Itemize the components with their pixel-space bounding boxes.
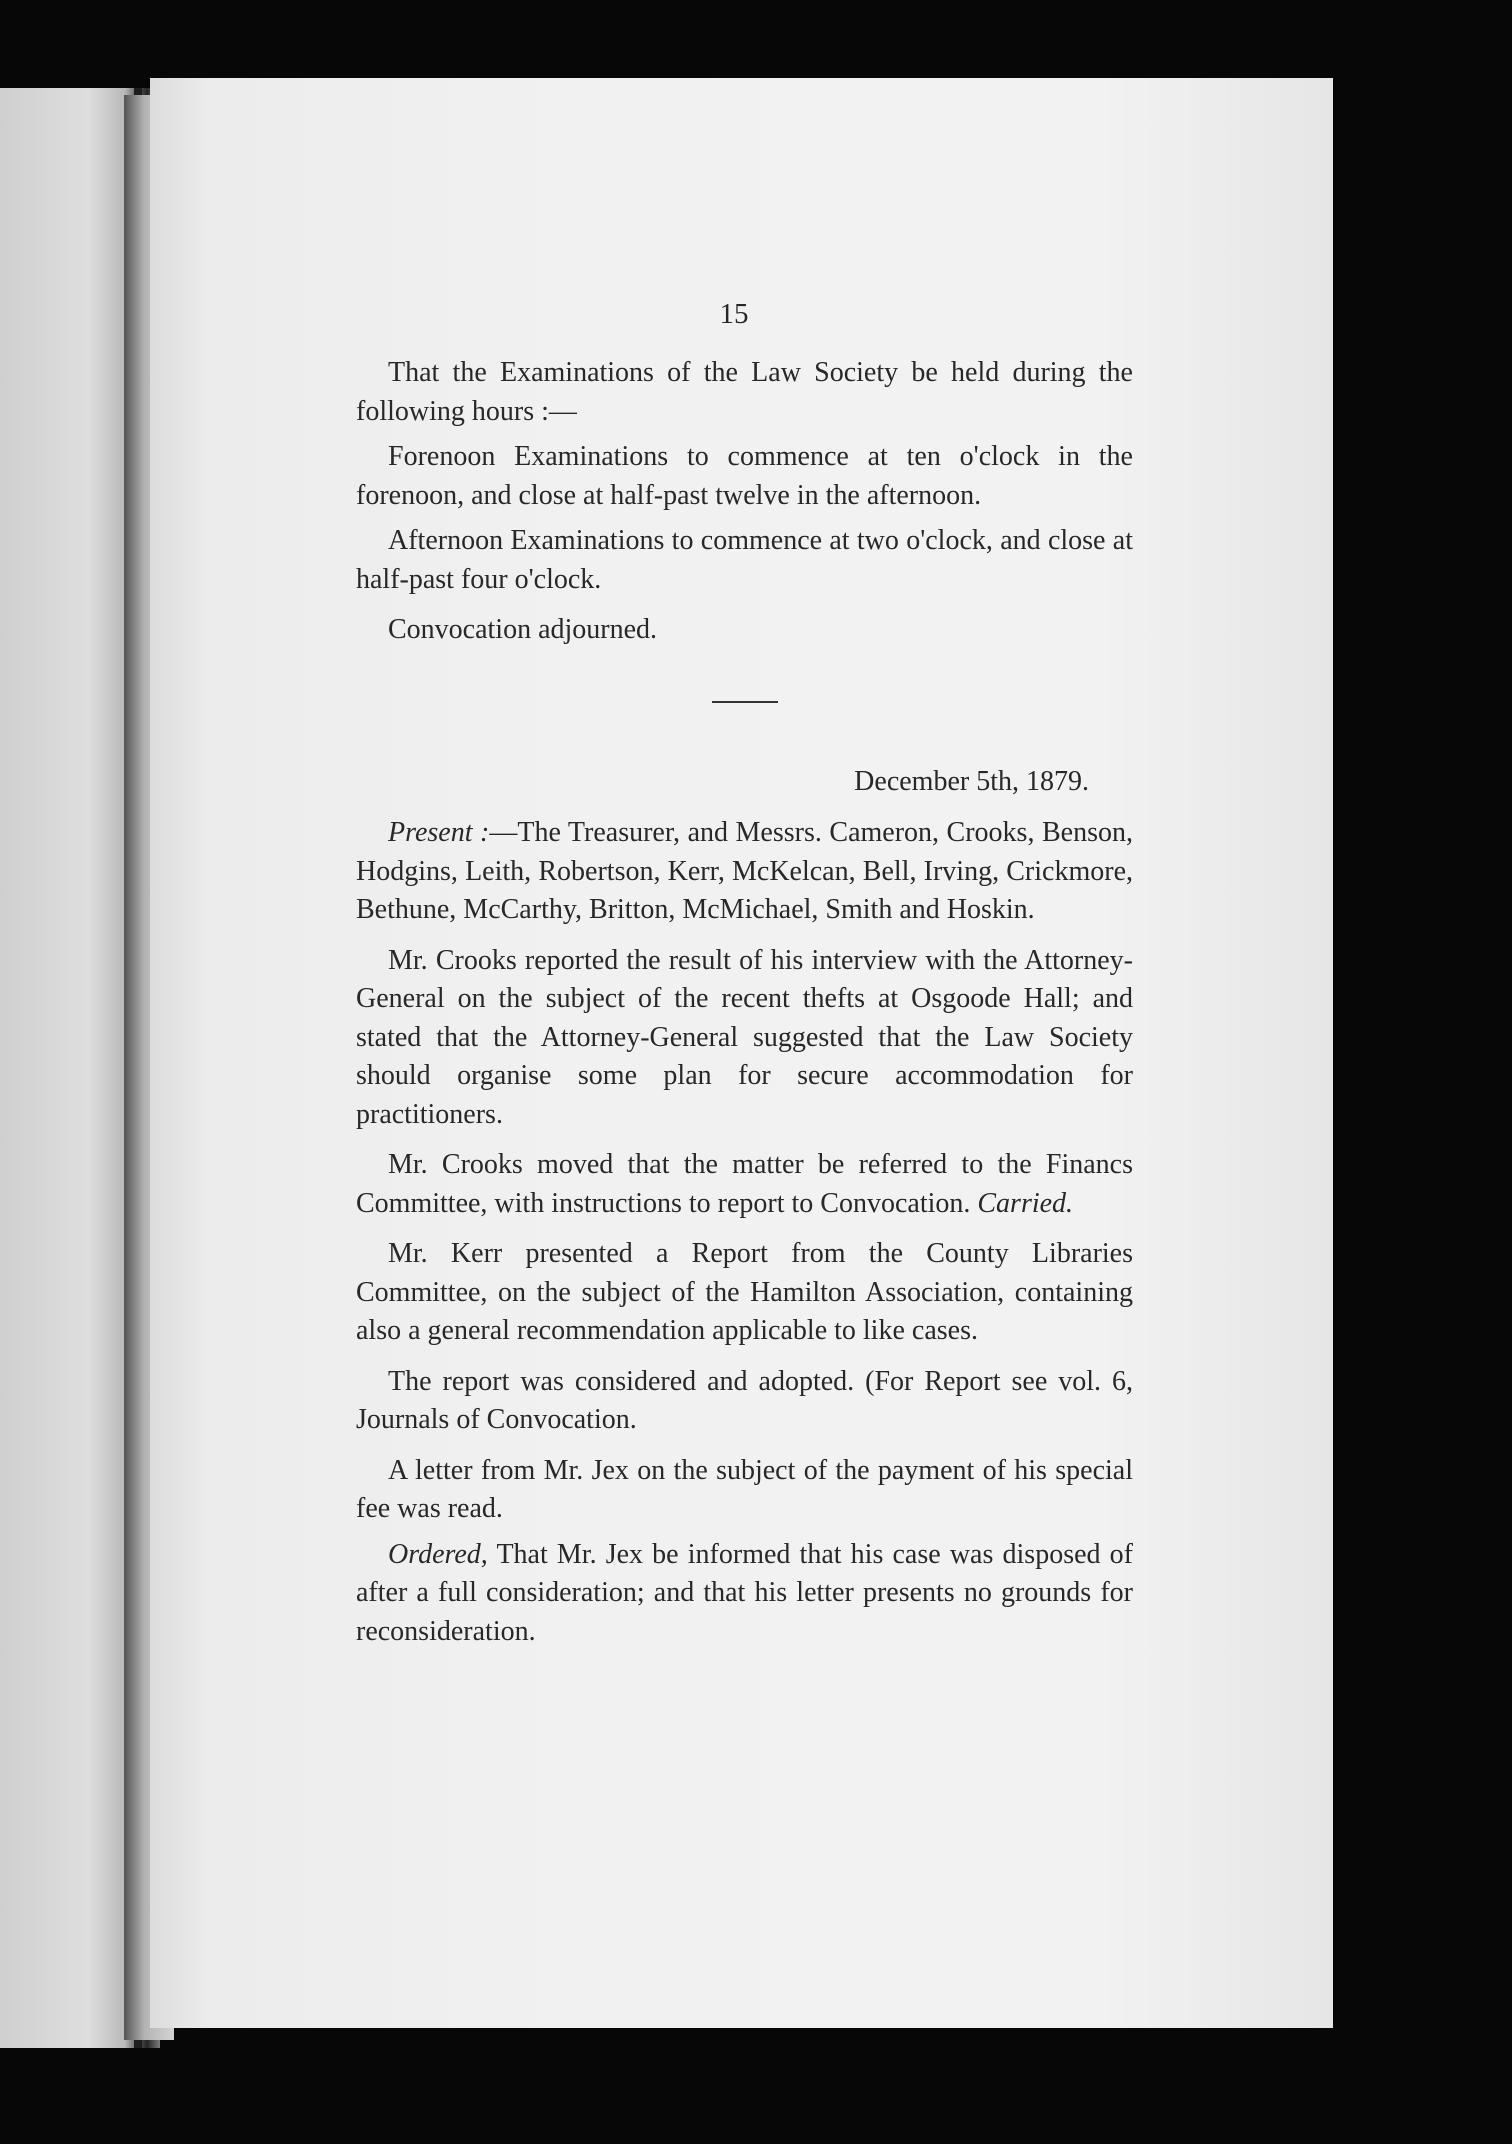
- present-label: Present :: [388, 817, 490, 848]
- carried-label: Carried.: [977, 1187, 1074, 1219]
- report-paragraph: The report was considered and adopted. (For Report see vol. 6, Journals of Convocation.: [356, 1365, 1133, 1435]
- page-number: 15: [719, 298, 749, 330]
- crooks-moved-text: Mr. Crooks moved that the matter be referred to the Financs Committee, with instructions to report to Convocation.: [356, 1149, 1133, 1219]
- ordered-text: That Mr. Jex be informed that his case was disposed of after a full consideration; and that his letter presents no grounds for reconsideration.: [356, 1538, 1133, 1647]
- page-body: [356, 354, 1133, 1651]
- adjourned-line: Convocation adjourned.: [388, 614, 658, 645]
- forenoon-paragraph: Forenoon Examinations to commence at ten o'clock in the forenoon, and close at half-past twelve in the afternoon.: [356, 441, 1133, 511]
- resolution-paragraph: That the Examinations of the Law Society be held during the following hours :—: [356, 357, 1133, 427]
- crooks-report-paragraph: Mr. Crooks reported the result of his interview with the Attorney-General on the subject of the recent thefts at Osgoode Hall; and stated that the Attorney-General suggested that the Law Society should organise some plan for secure accommodation for practitioners.: [356, 944, 1133, 1130]
- present-list: —The Treasurer, and Messrs. Cameron, Crooks, Benson, Hodgins, Leith, Robertson, Kerr, McKelcan, Bell, Irving, Crickmore, Bethune, McCarthy, Britton, McMichael, Smith and Hoskin.: [356, 817, 1133, 925]
- crooks-moved-paragraph: [356, 1146, 1133, 1223]
- present-paragraph: [356, 814, 1133, 930]
- afternoon-paragraph: Afternoon Examinations to commence at two o'clock, and close at half-past four o'clock.: [356, 525, 1133, 595]
- meeting-date: December 5th, 1879.: [854, 765, 1089, 797]
- ordered-label: Ordered,: [388, 1538, 488, 1570]
- jex-letter-paragraph: A letter from Mr. Jex on the subject of the payment of his special fee was read.: [356, 1454, 1133, 1524]
- ordered-paragraph: [356, 1536, 1133, 1652]
- kerr-paragraph: Mr. Kerr presented a Report from the County Libraries Committee, on the subject of the Hamilton Association, containing also a general recommendation applicable to like cases.: [356, 1238, 1133, 1346]
